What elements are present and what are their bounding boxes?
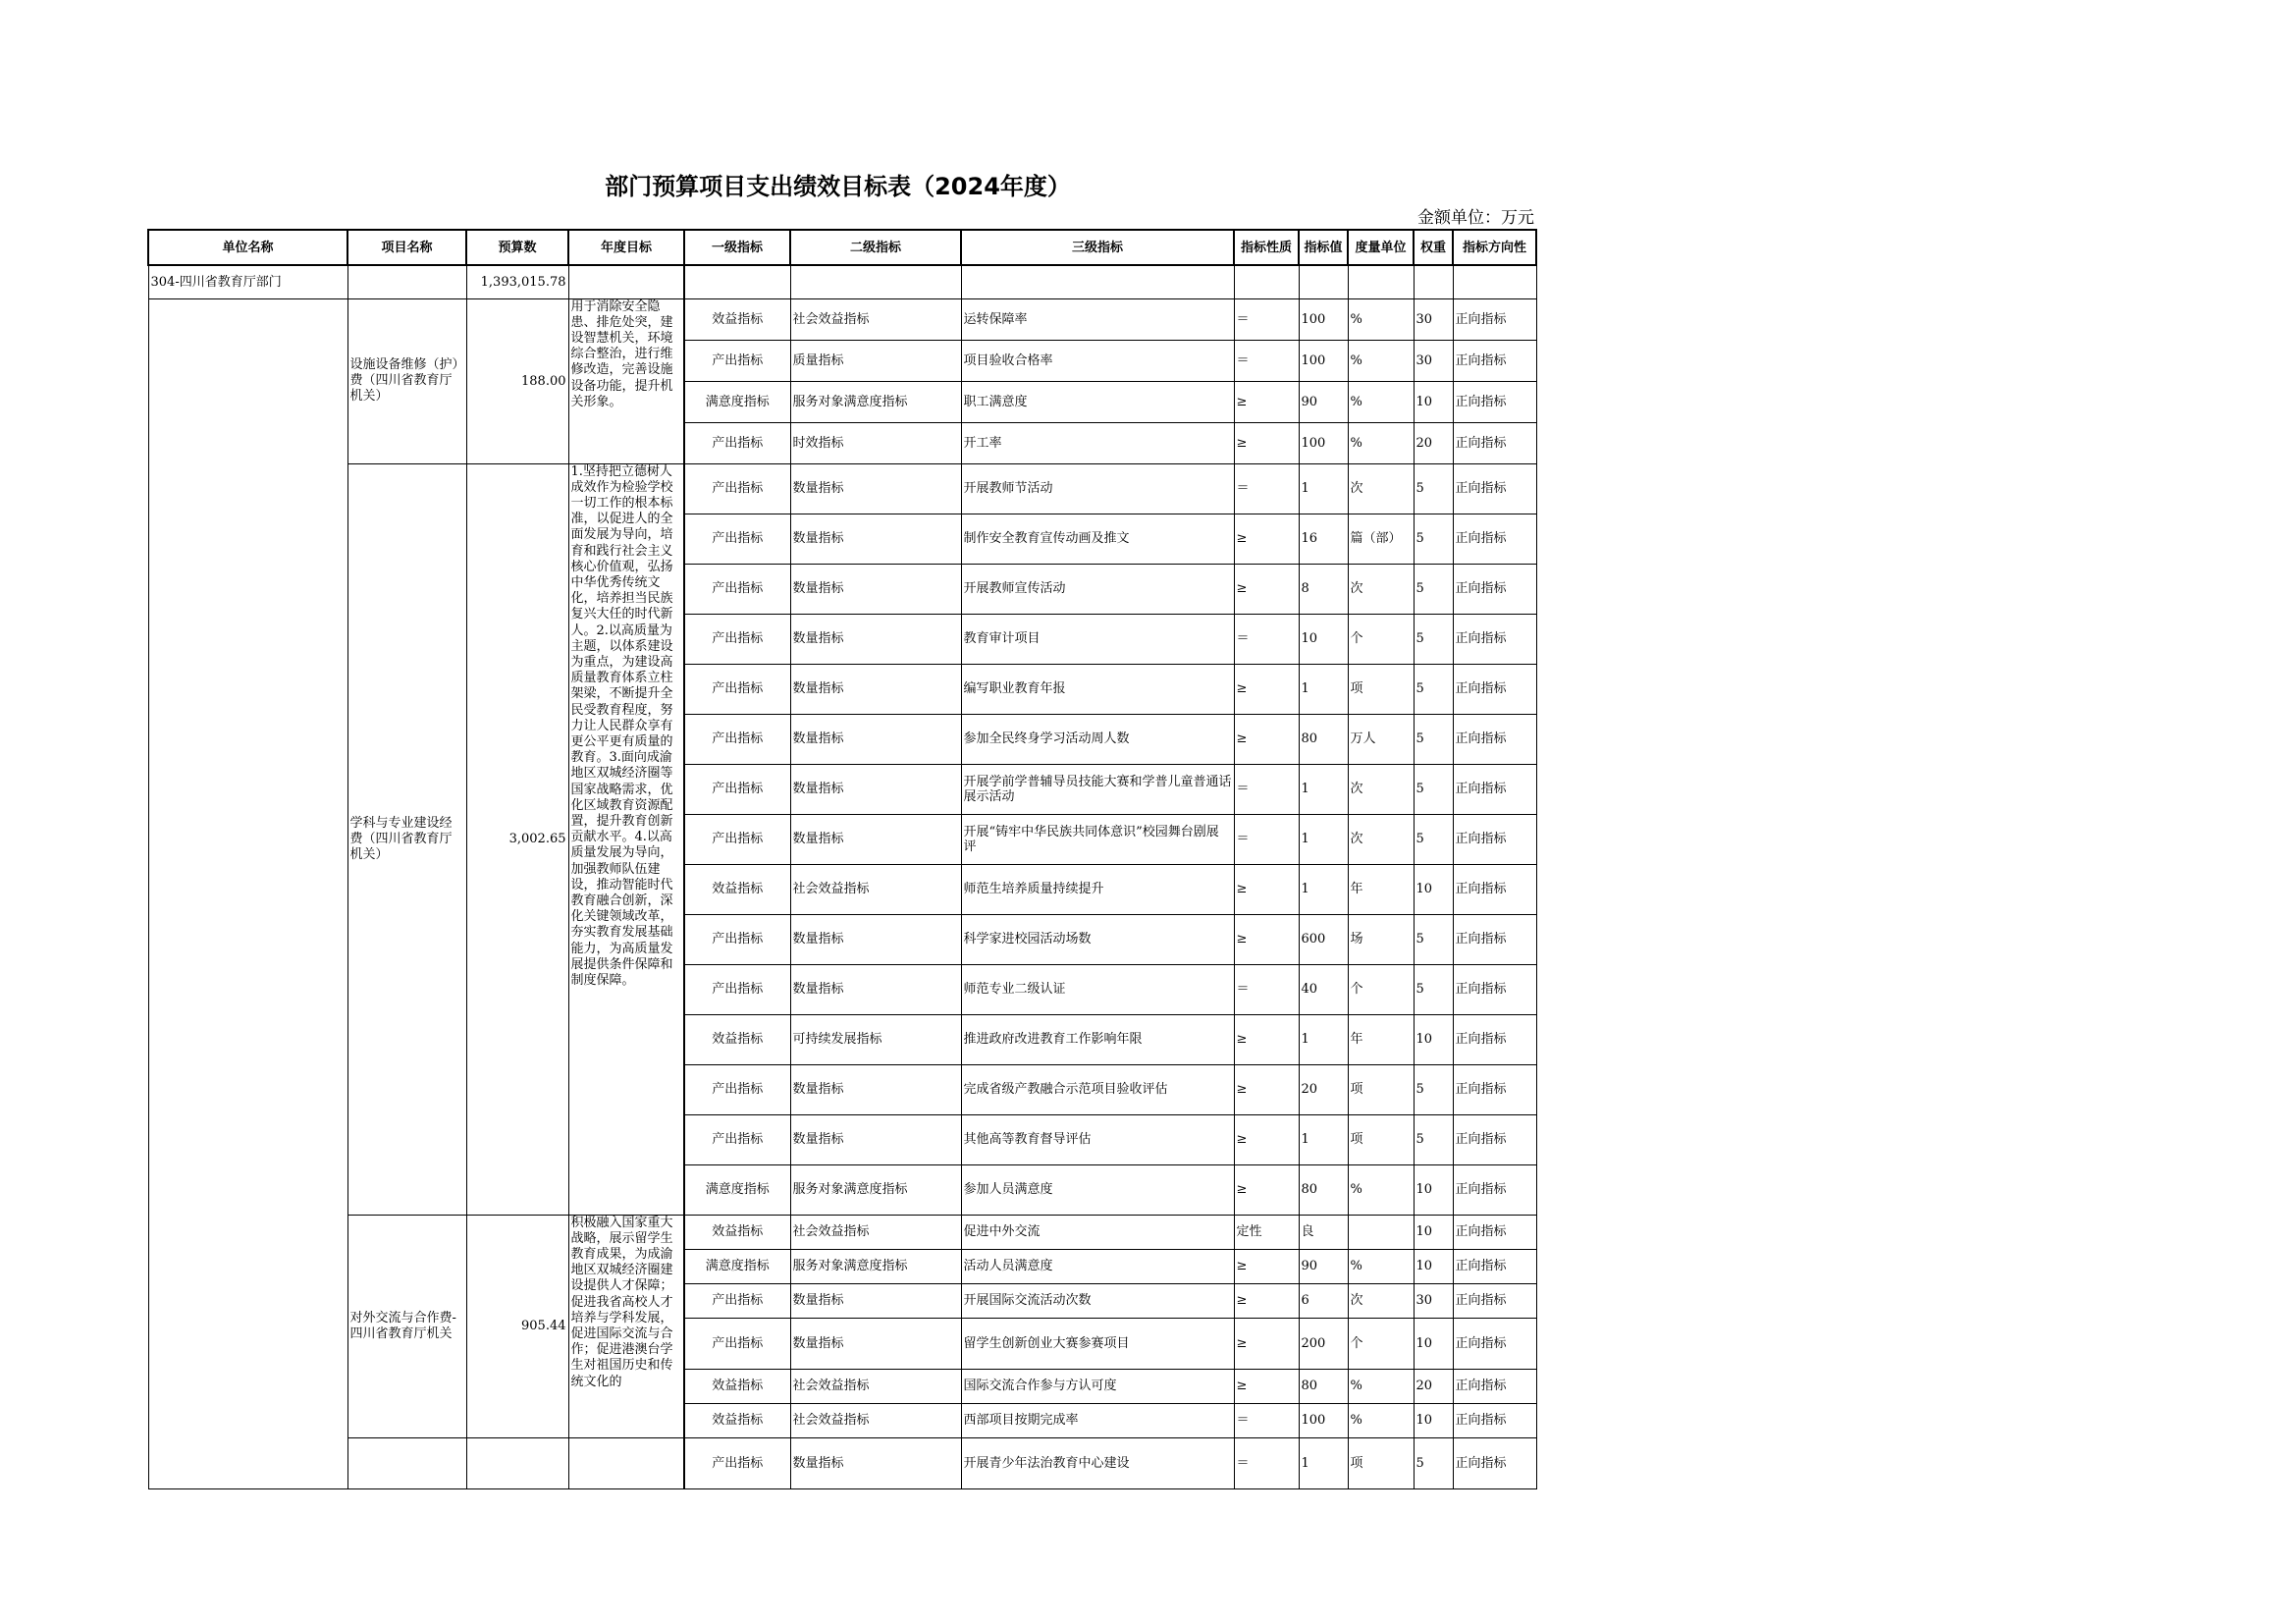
level3-indicator-cell: 活动人员满意度 [961, 1249, 1234, 1283]
level2-indicator-cell: 数量指标 [790, 664, 961, 714]
header-row [148, 230, 1536, 265]
level3-indicator-cell: 项目验收合格率 [961, 340, 1234, 381]
weight-cell: 10 [1414, 1403, 1453, 1437]
level2-indicator-cell: 可持续发展指标 [790, 1014, 961, 1064]
indicator-value-cell: 200 [1299, 1318, 1348, 1369]
level2-indicator-cell: 质量指标 [790, 340, 961, 381]
level1-indicator-cell: 效益指标 [684, 1369, 790, 1403]
indicator-value-cell: 1 [1299, 814, 1348, 864]
level2-indicator-cell: 数量指标 [790, 914, 961, 964]
level2-indicator-cell: 数量指标 [790, 714, 961, 764]
project-goal-text: 1.坚持把立德树人成效作为检验学校一切工作的根本标准，以促进人的全面发展为导向，培育和践行社会主义核心价值观，弘扬中华优秀传统文化，培养担当民族复兴大任的时代新人。2.以高质量为主题，以体系建设为重点，为建设高质量教育体系立柱架梁，不断提升全民受教育程度，努力让人民群众享有更公平更有质量的教育。3.面向成渝地区双城经济圈等国家战略需求，优化区域教育资源配置，提升教育创新贡献水平。4.以高质量发展为导向，加强教师队伍建设，推动智能时代教育融合创新，深化关键领域改革，夯实教育发展基础能力，为高质量发展提供条件保障和制度保障。 [570, 463, 673, 988]
header-level3: 三级指标 [961, 230, 1234, 265]
level1-indicator-cell: 产出指标 [684, 714, 790, 764]
unit-empty-cell [1234, 265, 1299, 298]
level1-indicator-cell: 满意度指标 [684, 381, 790, 422]
weight-cell: 5 [1414, 1064, 1453, 1114]
direction-cell: 正向指标 [1453, 1064, 1536, 1114]
indicator-value-cell: 100 [1299, 298, 1348, 340]
direction-cell: 正向指标 [1453, 463, 1536, 514]
direction-cell: 正向指标 [1453, 1318, 1536, 1369]
level3-indicator-cell: 师范生培养质量持续提升 [961, 864, 1234, 914]
direction-cell: 正向指标 [1453, 1369, 1536, 1403]
level2-indicator-cell: 数量指标 [790, 1318, 961, 1369]
weight-cell: 20 [1414, 422, 1453, 463]
direction-cell: 正向指标 [1453, 964, 1536, 1014]
level3-indicator-cell: 参加人员满意度 [961, 1164, 1234, 1215]
header-project-name: 项目名称 [347, 230, 466, 265]
unit-empty-cell [1453, 265, 1536, 298]
measure-unit-cell: % [1348, 1249, 1414, 1283]
direction-cell: 正向指标 [1453, 298, 1536, 340]
project-budget-cell: 188.00 [466, 298, 568, 463]
level1-indicator-cell: 产出指标 [684, 914, 790, 964]
project-goal-text: 用于消除安全隐患、排危处突，建设智慧机关，环境综合整治，进行维修改造，完善设施设备功能，提升机关形象。 [570, 298, 673, 409]
indicator-nature-cell: ≥ [1234, 1249, 1299, 1283]
header-measure-unit: 度量单位 [1348, 230, 1414, 265]
weight-cell: 5 [1414, 664, 1453, 714]
level2-indicator-cell: 数量指标 [790, 614, 961, 664]
indicator-value-cell: 1 [1299, 463, 1348, 514]
measure-unit-cell: % [1348, 340, 1414, 381]
indicator-value-cell: 90 [1299, 381, 1348, 422]
measure-unit-cell: 项 [1348, 1064, 1414, 1114]
weight-cell: 10 [1414, 381, 1453, 422]
measure-unit-cell: 次 [1348, 1283, 1414, 1318]
header-value: 指标值 [1299, 230, 1348, 265]
measure-unit-cell: 次 [1348, 564, 1414, 614]
level2-indicator-cell: 社会效益指标 [790, 298, 961, 340]
level1-indicator-cell: 产出指标 [684, 463, 790, 514]
level2-indicator-cell: 数量指标 [790, 1283, 961, 1318]
direction-cell: 正向指标 [1453, 1215, 1536, 1249]
level1-indicator-cell: 效益指标 [684, 1014, 790, 1064]
direction-cell: 正向指标 [1453, 664, 1536, 714]
level1-indicator-cell: 产出指标 [684, 764, 790, 814]
level2-indicator-cell: 数量指标 [790, 1114, 961, 1164]
indicator-nature-cell: ＝ [1234, 1437, 1299, 1488]
level1-indicator-cell: 产出指标 [684, 1064, 790, 1114]
level2-indicator-cell: 社会效益指标 [790, 1403, 961, 1437]
header-budget: 预算数 [466, 230, 568, 265]
level3-indicator-cell: 开展国际交流活动次数 [961, 1283, 1234, 1318]
project-goal-cell [568, 463, 684, 1215]
level2-indicator-cell: 时效指标 [790, 422, 961, 463]
level2-indicator-cell: 服务对象满意度指标 [790, 381, 961, 422]
weight-cell: 5 [1414, 514, 1453, 564]
table-row [148, 463, 1536, 514]
direction-cell: 正向指标 [1453, 1403, 1536, 1437]
level3-indicator-cell: 开展“铸牢中华民族共同体意识”校园舞台剧展评 [961, 814, 1234, 864]
header-weight: 权重 [1414, 230, 1453, 265]
weight-cell: 5 [1414, 964, 1453, 1014]
indicator-nature-cell: ≥ [1234, 564, 1299, 614]
level2-indicator-cell: 数量指标 [790, 764, 961, 814]
level3-indicator-cell: 国际交流合作参与方认可度 [961, 1369, 1234, 1403]
measure-unit-cell: % [1348, 1369, 1414, 1403]
indicator-value-cell: 1 [1299, 1437, 1348, 1488]
weight-cell: 10 [1414, 1215, 1453, 1249]
direction-cell: 正向指标 [1453, 764, 1536, 814]
level1-indicator-cell: 产出指标 [684, 614, 790, 664]
level1-indicator-cell: 产出指标 [684, 1318, 790, 1369]
unit-span-cell [148, 298, 347, 1488]
level3-indicator-cell: 参加全民终身学习活动周人数 [961, 714, 1234, 764]
indicator-nature-cell: ≥ [1234, 422, 1299, 463]
measure-unit-cell: % [1348, 298, 1414, 340]
unit-row [148, 265, 1536, 298]
header-annual-goal: 年度目标 [568, 230, 684, 265]
direction-cell: 正向指标 [1453, 1437, 1536, 1488]
weight-cell: 30 [1414, 340, 1453, 381]
header-nature: 指标性质 [1234, 230, 1299, 265]
measure-unit-cell: 个 [1348, 964, 1414, 1014]
header-direction: 指标方向性 [1453, 230, 1536, 265]
indicator-value-cell: 1 [1299, 1014, 1348, 1064]
level1-indicator-cell: 产出指标 [684, 1283, 790, 1318]
indicator-nature-cell: ≥ [1234, 1064, 1299, 1114]
weight-cell: 5 [1414, 614, 1453, 664]
level3-indicator-cell: 科学家进校园活动场数 [961, 914, 1234, 964]
unit-empty-cell [790, 265, 961, 298]
level1-indicator-cell: 产出指标 [684, 564, 790, 614]
level2-indicator-cell: 社会效益指标 [790, 1215, 961, 1249]
table-row [148, 1215, 1536, 1249]
measure-unit-cell: % [1348, 422, 1414, 463]
measure-unit-cell: % [1348, 1164, 1414, 1215]
measure-unit-cell: 年 [1348, 1014, 1414, 1064]
weight-cell: 5 [1414, 463, 1453, 514]
level2-indicator-cell: 社会效益指标 [790, 1369, 961, 1403]
level1-indicator-cell: 产出指标 [684, 514, 790, 564]
direction-cell: 正向指标 [1453, 1249, 1536, 1283]
project-budget-cell: 905.44 [466, 1215, 568, 1437]
indicator-nature-cell: ≥ [1234, 1318, 1299, 1369]
indicator-nature-cell: ≥ [1234, 714, 1299, 764]
table-row [148, 298, 1536, 340]
indicator-nature-cell: ＝ [1234, 614, 1299, 664]
unit-empty-cell [684, 265, 790, 298]
indicator-nature-cell: ≥ [1234, 1014, 1299, 1064]
project-budget-cell: 3,002.65 [466, 463, 568, 1215]
unit-project-cell [347, 265, 466, 298]
indicator-value-cell: 8 [1299, 564, 1348, 614]
project-name-cell: 学科与专业建设经费（四川省教育厅机关） [347, 463, 466, 1215]
weight-cell: 20 [1414, 1369, 1453, 1403]
performance-table [147, 229, 1537, 1489]
level2-indicator-cell: 服务对象满意度指标 [790, 1249, 961, 1283]
direction-cell: 正向指标 [1453, 1114, 1536, 1164]
indicator-nature-cell: ≥ [1234, 664, 1299, 714]
indicator-value-cell: 100 [1299, 340, 1348, 381]
measure-unit-cell: 万人 [1348, 714, 1414, 764]
weight-cell: 5 [1414, 764, 1453, 814]
indicator-value-cell: 40 [1299, 964, 1348, 1014]
indicator-nature-cell: ≥ [1234, 864, 1299, 914]
weight-cell: 5 [1414, 714, 1453, 764]
level1-indicator-cell: 产出指标 [684, 340, 790, 381]
indicator-value-cell: 16 [1299, 514, 1348, 564]
level3-indicator-cell: 教育审计项目 [961, 614, 1234, 664]
project-goal-cell [568, 298, 684, 463]
indicator-value-cell: 100 [1299, 422, 1348, 463]
indicator-nature-cell: ≥ [1234, 1164, 1299, 1215]
level3-indicator-cell: 完成省级产教融合示范项目验收评估 [961, 1064, 1234, 1114]
indicator-nature-cell: ≥ [1234, 1114, 1299, 1164]
weight-cell: 10 [1414, 1014, 1453, 1064]
header-level1: 一级指标 [684, 230, 790, 265]
indicator-nature-cell: ≥ [1234, 514, 1299, 564]
page-title: 部门预算项目支出绩效目标表（2024年度） [605, 173, 1071, 200]
indicator-nature-cell: ≥ [1234, 914, 1299, 964]
indicator-value-cell: 90 [1299, 1249, 1348, 1283]
unit-empty-cell [961, 265, 1234, 298]
direction-cell: 正向指标 [1453, 1283, 1536, 1318]
level1-indicator-cell: 产出指标 [684, 1114, 790, 1164]
measure-unit-cell: % [1348, 381, 1414, 422]
weight-cell: 10 [1414, 1318, 1453, 1369]
indicator-nature-cell: 定性 [1234, 1215, 1299, 1249]
indicator-value-cell: 1 [1299, 1114, 1348, 1164]
unit-budget-cell: 1,393,015.78 [466, 265, 568, 298]
indicator-nature-cell: ＝ [1234, 340, 1299, 381]
indicator-value-cell: 20 [1299, 1064, 1348, 1114]
level1-indicator-cell: 效益指标 [684, 298, 790, 340]
direction-cell: 正向指标 [1453, 864, 1536, 914]
indicator-value-cell: 80 [1299, 1164, 1348, 1215]
level3-indicator-cell: 其他高等教育督导评估 [961, 1114, 1234, 1164]
level3-indicator-cell: 职工满意度 [961, 381, 1234, 422]
level2-indicator-cell: 数量指标 [790, 1064, 961, 1114]
level2-indicator-cell: 数量指标 [790, 514, 961, 564]
direction-cell: 正向指标 [1453, 714, 1536, 764]
level2-indicator-cell: 服务对象满意度指标 [790, 1164, 961, 1215]
indicator-nature-cell: ＝ [1234, 1403, 1299, 1437]
weight-cell: 5 [1414, 914, 1453, 964]
indicator-nature-cell: ≥ [1234, 381, 1299, 422]
direction-cell: 正向指标 [1453, 381, 1536, 422]
level3-indicator-cell: 促进中外交流 [961, 1215, 1234, 1249]
indicator-nature-cell: ＝ [1234, 298, 1299, 340]
level2-indicator-cell: 数量指标 [790, 463, 961, 514]
measure-unit-cell: 篇（部） [1348, 514, 1414, 564]
amount-unit-label: 金额单位：万元 [1417, 208, 1534, 228]
level2-indicator-cell: 数量指标 [790, 814, 961, 864]
level3-indicator-cell: 开展青少年法治教育中心建设 [961, 1437, 1234, 1488]
level3-indicator-cell: 西部项目按期完成率 [961, 1403, 1234, 1437]
level3-indicator-cell: 编写职业教育年报 [961, 664, 1234, 714]
table-row [148, 1437, 1536, 1488]
indicator-nature-cell: ＝ [1234, 463, 1299, 514]
weight-cell: 30 [1414, 1283, 1453, 1318]
level1-indicator-cell: 产出指标 [684, 422, 790, 463]
measure-unit-cell: 次 [1348, 764, 1414, 814]
weight-cell: 5 [1414, 1114, 1453, 1164]
header-unit-name: 单位名称 [148, 230, 347, 265]
level2-indicator-cell: 数量指标 [790, 964, 961, 1014]
direction-cell: 正向指标 [1453, 514, 1536, 564]
indicator-nature-cell: ＝ [1234, 814, 1299, 864]
unit-empty-cell [1299, 265, 1348, 298]
level3-indicator-cell: 开展教师节活动 [961, 463, 1234, 514]
project-name-cell: 设施设备维修（护）费（四川省教育厅机关） [347, 298, 466, 463]
weight-cell: 5 [1414, 814, 1453, 864]
weight-cell: 10 [1414, 1249, 1453, 1283]
indicator-nature-cell: ≥ [1234, 1369, 1299, 1403]
level3-indicator-cell: 留学生创新创业大赛参赛项目 [961, 1318, 1234, 1369]
level1-indicator-cell: 满意度指标 [684, 1249, 790, 1283]
level1-indicator-cell: 效益指标 [684, 864, 790, 914]
weight-cell: 30 [1414, 298, 1453, 340]
level3-indicator-cell: 师范专业二级认证 [961, 964, 1234, 1014]
project-goal-cell [568, 1437, 684, 1488]
indicator-value-cell: 1 [1299, 664, 1348, 714]
level1-indicator-cell: 满意度指标 [684, 1164, 790, 1215]
weight-cell: 5 [1414, 564, 1453, 614]
project-name-cell [347, 1437, 466, 1488]
level3-indicator-cell: 制作安全教育宣传动画及推文 [961, 514, 1234, 564]
level3-indicator-cell: 开展学前学普辅导员技能大赛和学普儿童普通话展示活动 [961, 764, 1234, 814]
level1-indicator-cell: 效益指标 [684, 1403, 790, 1437]
project-goal-cell [568, 1215, 684, 1437]
measure-unit-cell: 场 [1348, 914, 1414, 964]
measure-unit-cell: 项 [1348, 664, 1414, 714]
indicator-value-cell: 1 [1299, 764, 1348, 814]
level2-indicator-cell: 社会效益指标 [790, 864, 961, 914]
level1-indicator-cell: 产出指标 [684, 814, 790, 864]
measure-unit-cell: 个 [1348, 614, 1414, 664]
project-name-cell: 对外交流与合作费-四川省教育厅机关 [347, 1215, 466, 1437]
direction-cell: 正向指标 [1453, 814, 1536, 864]
indicator-nature-cell: ＝ [1234, 964, 1299, 1014]
level3-indicator-cell: 推进政府改进教育工作影响年限 [961, 1014, 1234, 1064]
measure-unit-cell: 项 [1348, 1114, 1414, 1164]
header-level2: 二级指标 [790, 230, 961, 265]
direction-cell: 正向指标 [1453, 914, 1536, 964]
measure-unit-cell: 次 [1348, 463, 1414, 514]
measure-unit-cell: 项 [1348, 1437, 1414, 1488]
level2-indicator-cell: 数量指标 [790, 564, 961, 614]
measure-unit-cell [1348, 1215, 1414, 1249]
unit-empty-cell [1348, 265, 1414, 298]
indicator-value-cell: 良 [1299, 1215, 1348, 1249]
indicator-value-cell: 1 [1299, 864, 1348, 914]
level2-indicator-cell: 数量指标 [790, 1437, 961, 1488]
indicator-value-cell: 100 [1299, 1403, 1348, 1437]
unit-goal-cell [568, 265, 684, 298]
measure-unit-cell: 个 [1348, 1318, 1414, 1369]
project-goal-text [571, 1438, 682, 1486]
direction-cell: 正向指标 [1453, 614, 1536, 664]
unit-name-cell: 304-四川省教育厅部门 [148, 265, 347, 298]
level1-indicator-cell: 产出指标 [684, 964, 790, 1014]
direction-cell: 正向指标 [1453, 1014, 1536, 1064]
level3-indicator-cell: 运转保障率 [961, 298, 1234, 340]
unit-empty-cell [1414, 265, 1453, 298]
direction-cell: 正向指标 [1453, 422, 1536, 463]
level1-indicator-cell: 效益指标 [684, 1215, 790, 1249]
indicator-value-cell: 6 [1299, 1283, 1348, 1318]
indicator-value-cell: 10 [1299, 614, 1348, 664]
level1-indicator-cell: 产出指标 [684, 664, 790, 714]
direction-cell: 正向指标 [1453, 340, 1536, 381]
direction-cell: 正向指标 [1453, 1164, 1536, 1215]
measure-unit-cell: 年 [1348, 864, 1414, 914]
weight-cell: 10 [1414, 1164, 1453, 1215]
direction-cell: 正向指标 [1453, 564, 1536, 614]
indicator-nature-cell: ≥ [1234, 1283, 1299, 1318]
project-budget-cell [466, 1437, 568, 1488]
indicator-value-cell: 80 [1299, 714, 1348, 764]
indicator-value-cell: 80 [1299, 1369, 1348, 1403]
project-goal-text: 积极融入国家重大战略，展示留学生教育成果，为成渝地区双城经济圈建设提供人才保障；促进我省高校人才培养与学科发展，促进国际交流与合作；促进港澳台学生对祖国历史和传统文化的 [570, 1215, 673, 1389]
indicator-value-cell: 600 [1299, 914, 1348, 964]
measure-unit-cell: % [1348, 1403, 1414, 1437]
level3-indicator-cell: 开展教师宣传活动 [961, 564, 1234, 614]
weight-cell: 5 [1414, 1437, 1453, 1488]
level3-indicator-cell: 开工率 [961, 422, 1234, 463]
weight-cell: 10 [1414, 864, 1453, 914]
level1-indicator-cell: 产出指标 [684, 1437, 790, 1488]
indicator-nature-cell: ＝ [1234, 764, 1299, 814]
measure-unit-cell: 次 [1348, 814, 1414, 864]
